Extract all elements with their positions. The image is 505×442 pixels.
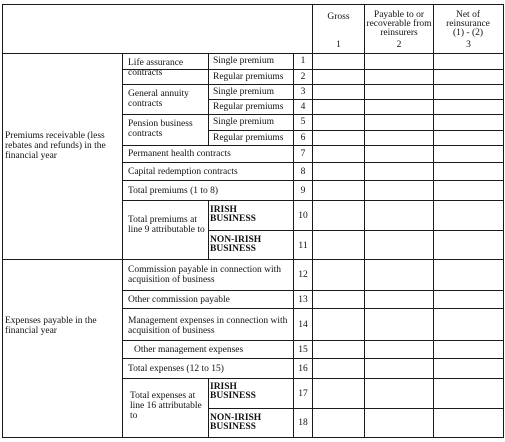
- permanent-health-label: Permanent health contracts: [128, 149, 231, 159]
- expenses-section-label: Expenses payable in the financial year: [5, 316, 97, 336]
- row-line-17: [208, 408, 504, 409]
- row-line-2: [122, 84, 504, 85]
- gross-header: Gross: [327, 12, 350, 22]
- frame-top: [2, 4, 504, 5]
- net-column-number: 3: [466, 40, 471, 50]
- line-number-2: 2: [300, 72, 306, 82]
- premiums-section-label: Premiums receivable (less rebates and refunds) in the financial year: [5, 131, 106, 161]
- line-number-7: 7: [300, 149, 306, 159]
- other-commission-label: Other commission payable: [128, 295, 230, 305]
- line-number-14: 14: [298, 320, 308, 330]
- row-line-15: [122, 358, 504, 359]
- regular-premiums-label-1: Regular premiums: [213, 72, 284, 82]
- management-acquisition-label: Management expenses in connection with acquisition of business: [128, 316, 288, 336]
- line-number-11: 11: [298, 241, 308, 251]
- section-divider: [2, 259, 504, 260]
- line-number-5: 5: [300, 117, 306, 127]
- total-premiums-label: Total premiums (1 to 8): [128, 186, 219, 196]
- total-expenses-label: Total expenses (12 to 15): [128, 364, 224, 374]
- single-premium-label-1: Single premium: [213, 56, 274, 66]
- row-line-10: [208, 230, 504, 231]
- line-number-3: 3: [300, 87, 306, 97]
- regular-premiums-label-3: Regular premiums: [213, 133, 284, 143]
- payable-column-number: 2: [396, 40, 402, 50]
- line-number-15: 15: [298, 345, 308, 355]
- row-line-7: [122, 162, 504, 163]
- regular-premiums-label-2: Regular premiums: [213, 102, 284, 112]
- row-line-9: [122, 200, 504, 201]
- pension-business-label: Pension business contracts: [128, 119, 193, 139]
- non-irish-business-label-2: NON-IRISH BUSINESS: [210, 413, 262, 432]
- row-line-4: [122, 114, 504, 115]
- payable-header: Payable to or recoverable from reinsurers: [366, 10, 432, 38]
- line-number-18: 18: [298, 418, 308, 428]
- line-number-17: 17: [298, 389, 308, 399]
- life-assurance-label: Life assurance contracts: [128, 58, 184, 78]
- premiums-attributable-label: Total premiums at line 9 attributable to: [128, 215, 205, 235]
- frame-bottom: [2, 437, 504, 438]
- row-line-8: [122, 180, 504, 181]
- irish-business-label-2: IRISH BUSINESS: [210, 382, 256, 401]
- line-number-16: 16: [298, 364, 308, 374]
- irish-business-label-1: IRISH BUSINESS: [210, 205, 256, 224]
- gross-column-number: 1: [336, 40, 341, 50]
- line-number-4: 4: [300, 102, 306, 112]
- col-line-a: [122, 53, 123, 438]
- non-irish-business-label-1: NON-IRISH BUSINESS: [210, 235, 262, 254]
- single-premium-label-3: Single premium: [213, 117, 274, 127]
- col-line-c: [293, 53, 294, 438]
- row-line-3: [208, 99, 504, 100]
- line-number-8: 8: [300, 167, 306, 177]
- single-premium-label-2: Single premium: [213, 87, 274, 97]
- line-number-1: 1: [300, 56, 306, 66]
- other-management-label: Other management expenses: [134, 345, 244, 355]
- line-number-10: 10: [298, 211, 308, 221]
- row-line-14: [122, 340, 504, 341]
- row-line-16: [122, 378, 504, 379]
- line-number-12: 12: [298, 270, 308, 280]
- line-number-6: 6: [300, 133, 306, 143]
- row-line-5: [208, 130, 504, 131]
- expenses-attributable-label: Total expenses at line 16 attributable to: [130, 391, 202, 421]
- frame-left: [2, 4, 3, 438]
- row-line-6: [122, 145, 504, 146]
- capital-redemption-label: Capital redemption contracts: [128, 167, 238, 177]
- line-number-13: 13: [298, 295, 308, 305]
- header-divider: [2, 53, 504, 54]
- net-header: Net of reinsurance (1) - (2): [446, 10, 490, 38]
- general-annuity-label: General annuity contracts: [128, 89, 189, 109]
- line-number-9: 9: [300, 186, 306, 196]
- commission-acquisition-label: Commission payable in connection with acquisition of business: [128, 265, 282, 285]
- row-line-13: [122, 308, 504, 309]
- row-line-12: [122, 290, 504, 291]
